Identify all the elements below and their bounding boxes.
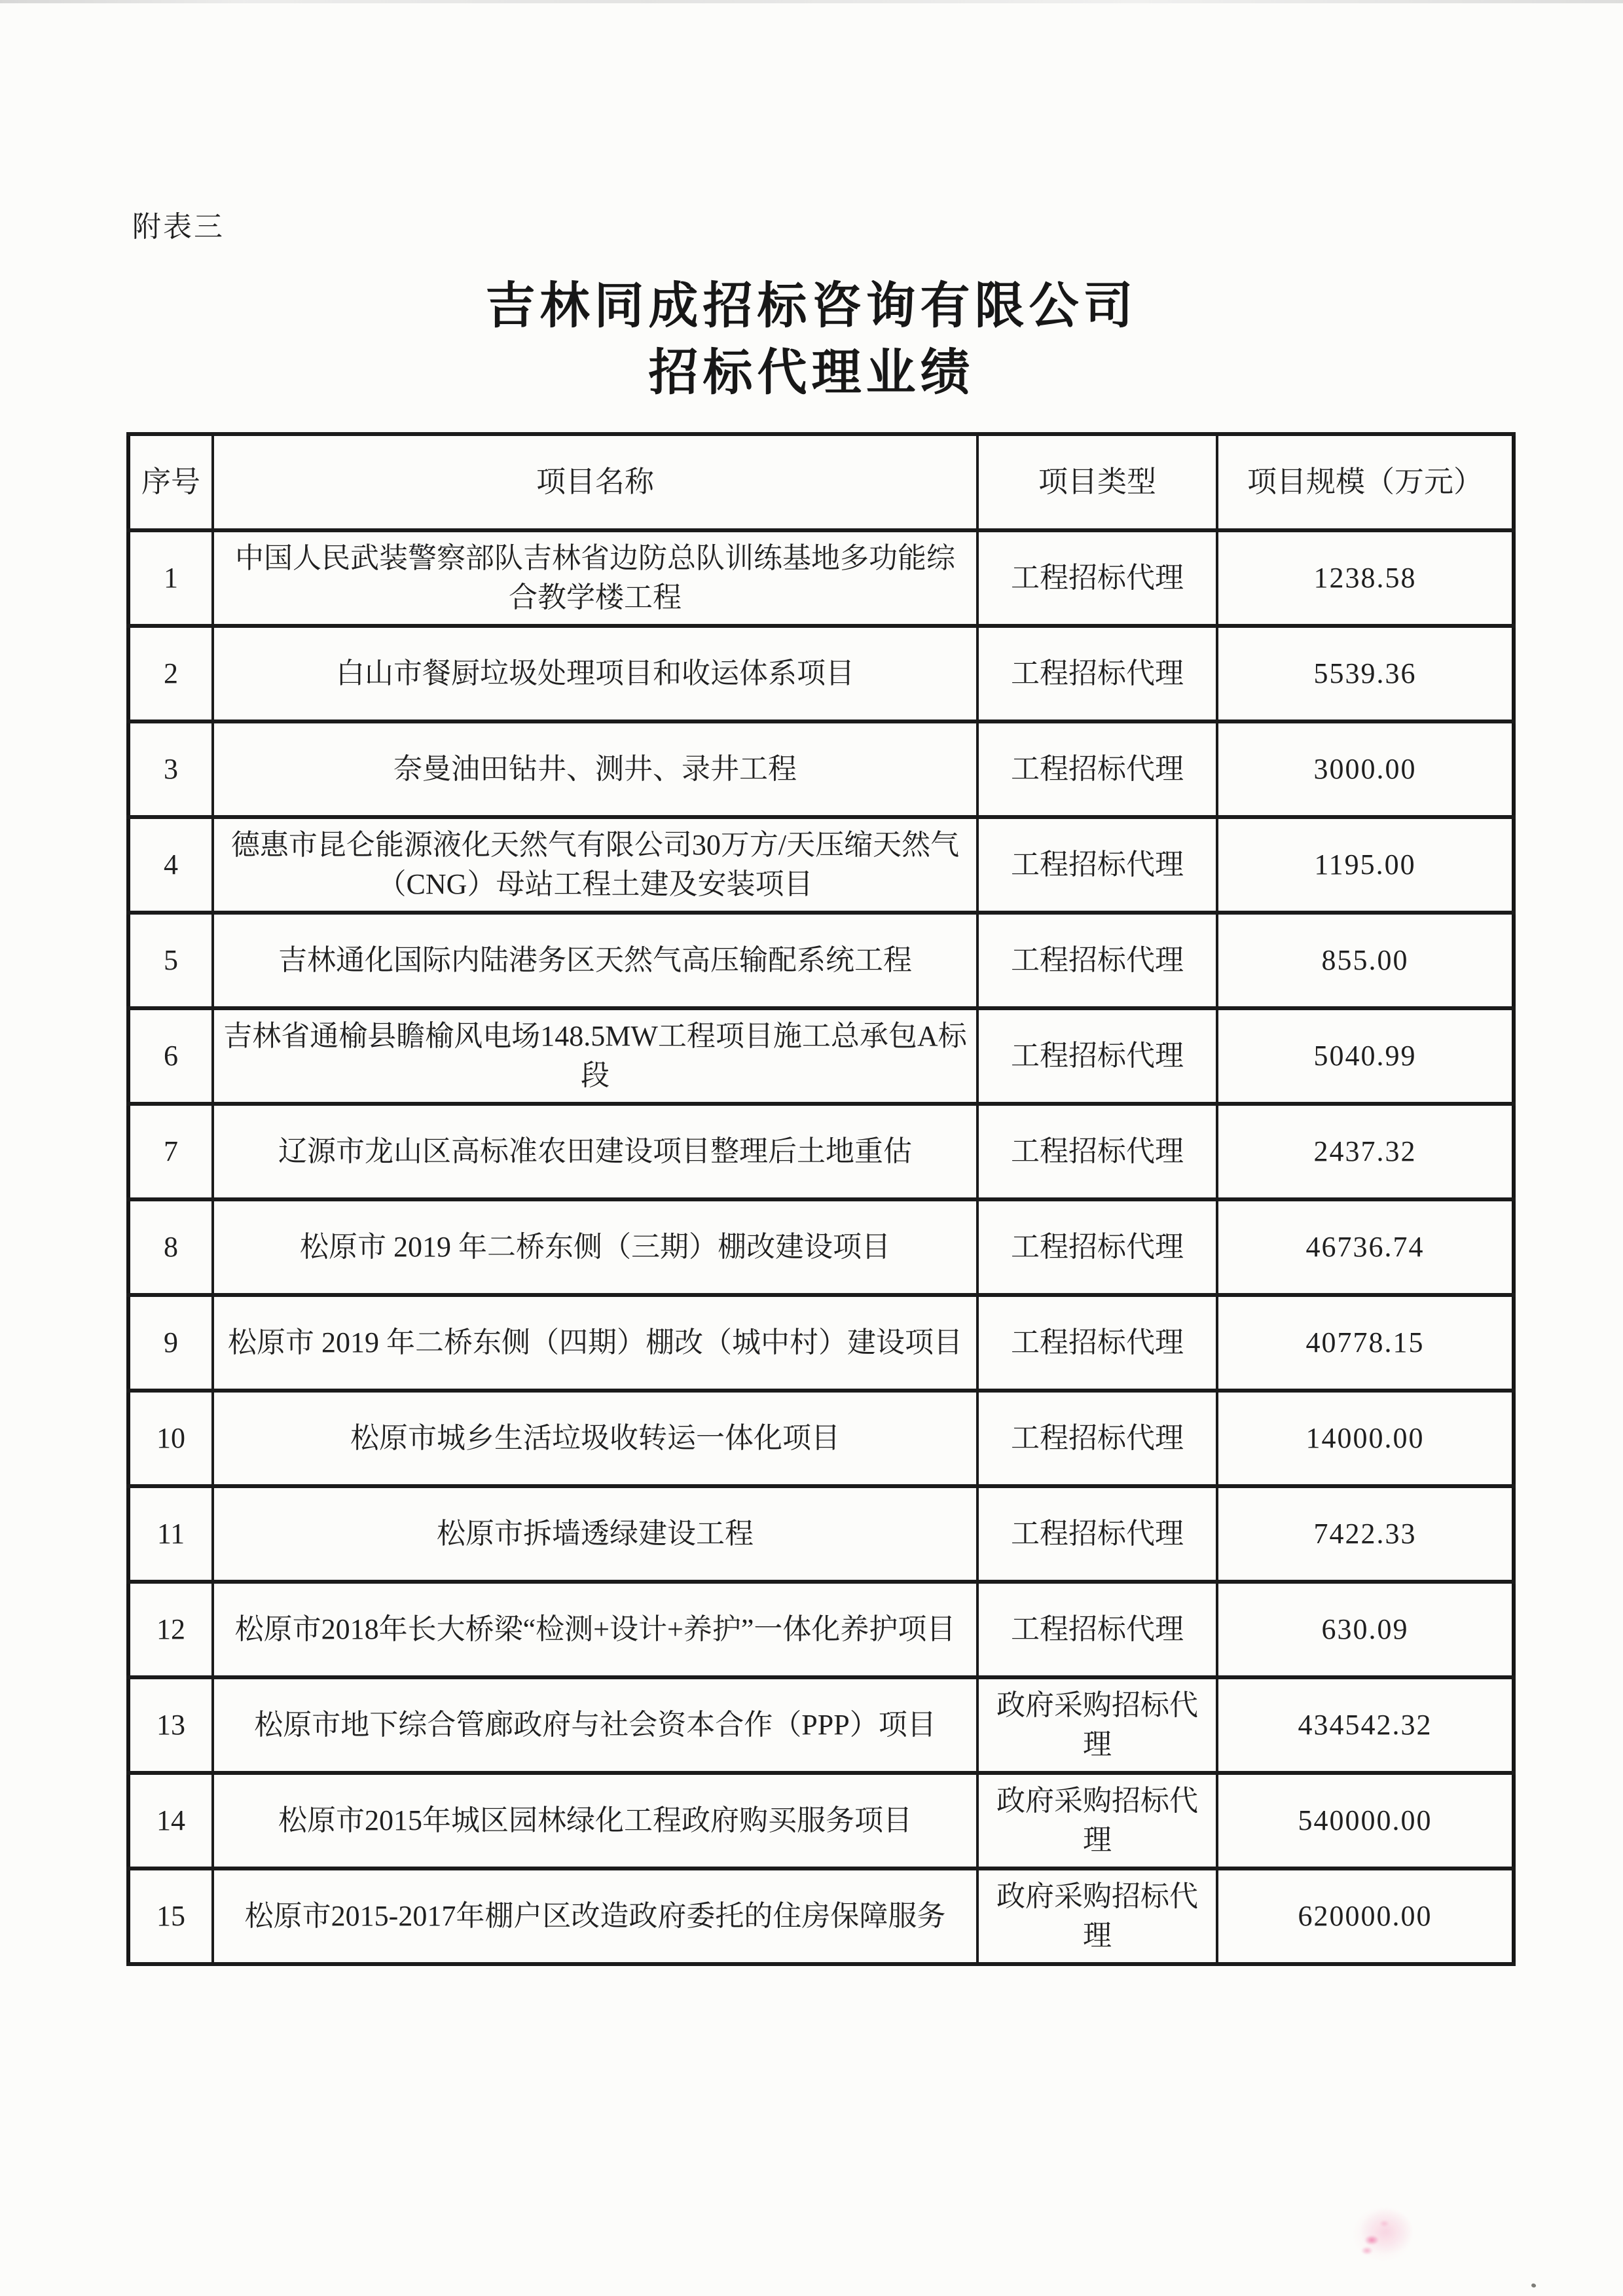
project-type-cell: 工程招标代理 — [977, 1008, 1217, 1104]
project-type-cell: 工程招标代理 — [977, 626, 1217, 721]
row-number-cell: 7 — [128, 1104, 213, 1199]
project-scale-cell: 1238.58 — [1217, 530, 1514, 626]
table-row — [128, 1486, 1514, 1582]
dust-speck — [1531, 2283, 1537, 2289]
performance-table — [126, 432, 1516, 1966]
header-project-name: 项目名称 — [213, 434, 977, 530]
project-type-cell: 工程招标代理 — [977, 1582, 1217, 1677]
project-name-cell: 松原市2015年城区园林绿化工程政府购买服务项目 — [213, 1773, 977, 1868]
table-header-row — [128, 434, 1514, 530]
table-row — [128, 817, 1514, 913]
project-scale-cell: 5539.36 — [1217, 626, 1514, 721]
row-number-cell: 1 — [128, 530, 213, 626]
project-scale-cell: 2437.32 — [1217, 1104, 1514, 1199]
row-number-cell: 13 — [128, 1677, 213, 1773]
project-type-cell: 工程招标代理 — [977, 530, 1217, 626]
header-no: 序号 — [128, 434, 213, 530]
row-number-cell: 5 — [128, 913, 213, 1008]
row-number-cell: 10 — [128, 1391, 213, 1486]
project-name-cell: 松原市2015-2017年棚户区改造政府委托的住房保障服务 — [213, 1868, 977, 1964]
project-name-cell: 松原市拆墙透绿建设工程 — [213, 1486, 977, 1582]
project-type-cell: 工程招标代理 — [977, 1104, 1217, 1199]
table-row — [128, 721, 1514, 817]
project-scale-cell: 620000.00 — [1217, 1868, 1514, 1964]
table-row — [128, 1295, 1514, 1391]
table-row — [128, 1199, 1514, 1295]
project-scale-cell: 855.00 — [1217, 913, 1514, 1008]
project-name-cell: 辽源市龙山区高标准农田建设项目整理后土地重估 — [213, 1104, 977, 1199]
table-row — [128, 1677, 1514, 1773]
scan-edge-artifact — [0, 0, 1623, 3]
project-scale-cell: 40778.15 — [1217, 1295, 1514, 1391]
project-name-cell: 吉林通化国际内陆港务区天然气高压输配系统工程 — [213, 913, 977, 1008]
table-row — [128, 1104, 1514, 1199]
document-title-line2: 招标代理业绩 — [648, 345, 975, 401]
table-row — [128, 1868, 1514, 1964]
project-scale-cell: 630.09 — [1217, 1582, 1514, 1677]
project-scale-cell: 540000.00 — [1217, 1773, 1514, 1868]
table-row — [128, 530, 1514, 626]
row-number-cell: 6 — [128, 1008, 213, 1104]
project-type-cell: 政府采购招标代理 — [977, 1677, 1217, 1773]
project-name-cell: 德惠市昆仑能源液化天然气有限公司30万方/天压缩天然气（CNG）母站工程土建及安装项目 — [213, 817, 977, 913]
row-number-cell: 8 — [128, 1199, 213, 1295]
project-type-cell: 工程招标代理 — [977, 1199, 1217, 1295]
ink-smudge — [1343, 2192, 1422, 2267]
table-row — [128, 1582, 1514, 1677]
row-number-cell: 9 — [128, 1295, 213, 1391]
row-number-cell: 3 — [128, 721, 213, 817]
row-number-cell: 12 — [128, 1582, 213, 1677]
project-scale-cell: 5040.99 — [1217, 1008, 1514, 1104]
project-name-cell: 白山市餐厨垃圾处理项目和收运体系项目 — [213, 626, 977, 721]
document-title-line1: 吉林同成招标咨询有限公司 — [485, 279, 1138, 334]
row-number-cell: 4 — [128, 817, 213, 913]
table-row — [128, 626, 1514, 721]
header-project-type: 项目类型 — [977, 434, 1217, 530]
project-scale-cell: 434542.32 — [1217, 1677, 1514, 1773]
header-project-scale: 项目规模（万元） — [1217, 434, 1514, 530]
table-row — [128, 1391, 1514, 1486]
attachment-label: 附表三 — [132, 211, 225, 243]
project-type-cell: 工程招标代理 — [977, 721, 1217, 817]
project-scale-cell: 46736.74 — [1217, 1199, 1514, 1295]
project-type-cell: 工程招标代理 — [977, 1391, 1217, 1486]
table-row — [128, 1773, 1514, 1868]
project-type-cell: 政府采购招标代理 — [977, 1868, 1217, 1964]
table-row — [128, 913, 1514, 1008]
project-name-cell: 松原市城乡生活垃圾收转运一体化项目 — [213, 1391, 977, 1486]
table-row — [128, 1008, 1514, 1104]
project-name-cell: 吉林省通榆县瞻榆风电场148.5MW工程项目施工总承包A标段 — [213, 1008, 977, 1104]
project-name-cell: 松原市地下综合管廊政府与社会资本合作（PPP）项目 — [213, 1677, 977, 1773]
project-scale-cell: 3000.00 — [1217, 721, 1514, 817]
project-type-cell: 工程招标代理 — [977, 913, 1217, 1008]
row-number-cell: 14 — [128, 1773, 213, 1868]
project-name-cell: 中国人民武装警察部队吉林省边防总队训练基地多功能综合教学楼工程 — [213, 530, 977, 626]
project-type-cell: 工程招标代理 — [977, 1295, 1217, 1391]
project-scale-cell: 1195.00 — [1217, 817, 1514, 913]
project-name-cell: 松原市2018年长大桥梁“检测+设计+养护”一体化养护项目 — [213, 1582, 977, 1677]
project-type-cell: 工程招标代理 — [977, 817, 1217, 913]
project-name-cell: 松原市 2019 年二桥东侧（三期）棚改建设项目 — [213, 1199, 977, 1295]
row-number-cell: 2 — [128, 626, 213, 721]
project-type-cell: 政府采购招标代理 — [977, 1773, 1217, 1868]
project-name-cell: 奈曼油田钻井、测井、录井工程 — [213, 721, 977, 817]
project-name-cell: 松原市 2019 年二桥东侧（四期）棚改（城中村）建设项目 — [213, 1295, 977, 1391]
row-number-cell: 11 — [128, 1486, 213, 1582]
document-title — [0, 274, 1623, 407]
row-number-cell: 15 — [128, 1868, 213, 1964]
project-scale-cell: 14000.00 — [1217, 1391, 1514, 1486]
project-type-cell: 工程招标代理 — [977, 1486, 1217, 1582]
project-scale-cell: 7422.33 — [1217, 1486, 1514, 1582]
